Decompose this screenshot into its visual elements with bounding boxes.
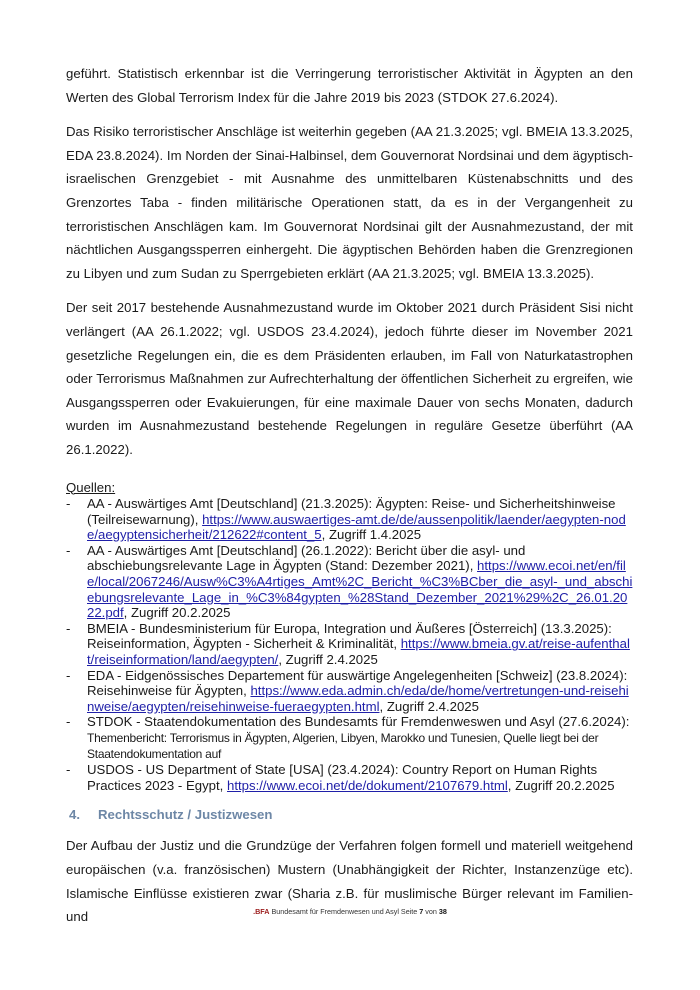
page-total: 38 xyxy=(438,907,447,916)
source-text: AA - Auswärtiges Amt [Deutschland] (21.3.2025): Ägypten: Reise- und Sicherheitshinweise (Teilreisewarnung), xyxy=(87,496,616,527)
bullet-dash: - xyxy=(66,762,71,778)
source-text: STDOK - Staatendokumentation des Bundesamts für Fremdenweswen und Asyl (27.6.2024): xyxy=(87,714,630,730)
source-link[interactable]: https://www.ecoi.net/de/dokument/2107679.html xyxy=(227,777,508,793)
section-title: Rechtsschutz / Justizwesen xyxy=(98,807,273,823)
paragraph-terror-risk: Das Risiko terroristischer Anschläge ist weiterhin gegeben (AA 21.3.2025; vgl. BMEIA 13.3.2025, EDA 23.8.2024). Im Norden der Sinai-Halbinsel, dem Gouvernorat Nordsinai und dem ägyptisch-israelischen Grenzgebiet - mit Ausnahme des unmittelbaren Küstenabschnitts und des Grenzortes Taba - finden militärische Operationen statt, da es in der Vergangenheit zu terroristischen Anschlägen kam. Im Gouvernorat Nordsinai gilt der Ausnahmezustand, der mit nächtlichen Ausgangssperren einhergeht. Die ägyptischen Behörden haben die Grenzregionen zu Libyen und zum Sudan zu Sperrgebieten erklärt (AA 21.3.2025; vgl. BMEIA 13.3.2025). xyxy=(66,124,633,281)
source-item-aa-2025 xyxy=(66,496,633,543)
bullet-dash: - xyxy=(66,542,71,558)
source-item-eda xyxy=(66,668,633,715)
footer-text: Bundesamt für Fremdenwesen und Asyl Seite xyxy=(269,907,420,916)
bfa-logo: .BFA xyxy=(253,907,270,916)
paragraph-justice-system: Der Aufbau der Justiz und die Grundzüge der Verfahren folgen formell und materiell weitgehend europäischen (v.a. französischen) Mustern (Unabhängigkeit der Richter, Instanzenzüge etc). Islamische Einflüsse existieren zwar (Sharia z.B. für muslimische Bürger relevant im Familien- und xyxy=(66,838,633,925)
document-page xyxy=(66,62,633,940)
page-footer xyxy=(0,907,700,916)
sources-section xyxy=(66,480,633,794)
source-text: BMEIA - Bundesministerium für Europa, Integration und Äußeres [Österreich] (13.3.2025): Reiseinformation, Ägypten - Sicherheit & Kriminalität, xyxy=(87,620,612,652)
source-link[interactable]: https://www.ecoi.net/en/file/local/2067246/Ausw%C3%A4rtiges_Amt%2C_Bericht_%C3%BCber_die_asyl-_und_abschiebungsrelevante_Lage_in_%C3%84gypten_%28Stand_Dezember_2021%29%2C_26.01.2022.pdf xyxy=(87,558,633,621)
source-access-date: , Zugriff 20.2.2025 xyxy=(507,777,615,793)
source-access-date: , Zugriff 20.2.2025 xyxy=(123,605,231,621)
page-number: 7 xyxy=(419,907,424,916)
source-access-date: , Zugriff 2.4.2025 xyxy=(278,652,378,668)
source-access-date: , Zugriff 1.4.2025 xyxy=(321,527,422,543)
source-item-usdos xyxy=(66,762,633,793)
source-item-bmeia xyxy=(66,621,633,668)
source-text: EDA - Eidgenössisches Departement für auswärtige Angelegenheiten [Schweiz] (23.8.2024): Reisehinweise für Ägypten, xyxy=(87,667,628,699)
sources-list xyxy=(66,496,633,793)
source-link[interactable]: https://www.eda.admin.ch/eda/de/home/vertretungen-und-reisehinweise/aegypten/reisehinweise-fueraegypten.html xyxy=(87,683,629,714)
sources-title: Quellen: xyxy=(66,479,116,495)
source-text: AA - Auswärtiges Amt [Deutschland] (26.1.2022): Bericht über die asyl- und abschiebungsrelevante Lage in Ägypten (Stand: Dezember 2021), xyxy=(87,542,526,574)
bullet-dash: - xyxy=(66,496,71,512)
paragraph-state-of-emergency: Der seit 2017 bestehende Ausnahmezustand wurde im Oktober 2021 durch Präsident Sisi nicht verlängert (AA 26.1.2022; vgl. USDOS 23.4.2024), jedoch führte dieser im November 2021 gesetzliche Regelungen ein, die es dem Präsidenten erlauben, im Fall von Naturkatastrophen oder Terrorismus Maßnahmen zur Aufrechterhaltung der öffentlichen Sicherheit zu ergreifen, wie Ausgangssperren oder Evakuierungen, für eine maximale Dauer von sechs Monaten, dadurch wurden im Ausnahmezustand bestehende Regelungen in reguläre Gesetze überführt (AA 26.1.2022). xyxy=(66,300,633,457)
section-number: 4. xyxy=(69,807,80,823)
bullet-dash: - xyxy=(66,667,71,683)
bullet-dash: - xyxy=(66,714,71,730)
source-item-aa-2022 xyxy=(66,543,633,621)
footer-of: von xyxy=(423,907,439,916)
source-link[interactable]: https://www.auswaertiges-amt.de/de/aussenpolitik/laender/aegypten-node/aegyptensicherheit/212622#content_5 xyxy=(87,511,626,543)
bullet-dash: - xyxy=(66,620,71,636)
paragraph-terror-index: geführt. Statistisch erkennbar ist die Verringerung terroristischer Aktivität in Ägypten an den Werten des Global Terrorism Index für die Jahre 2019 bis 2023 (STDOK 27.6.2024). xyxy=(66,66,633,105)
source-item-stdok xyxy=(66,714,633,762)
source-link[interactable]: https://www.bmeia.gv.at/reise-aufenthalt/reiseinformation/land/aegypten/ xyxy=(87,636,630,668)
section-heading xyxy=(66,807,633,822)
source-text: USDOS - US Department of State [USA] (23.4.2024): Country Report on Human Rights Practices 2023 - Egypt, xyxy=(87,762,598,793)
source-description: Themenbericht: Terrorismus in Ägypten, Algerien, Libyen, Marokko und Tunesien, Quelle liegt bei der Staatendokumentation auf xyxy=(87,731,599,761)
source-access-date: , Zugriff 2.4.2025 xyxy=(379,698,479,714)
